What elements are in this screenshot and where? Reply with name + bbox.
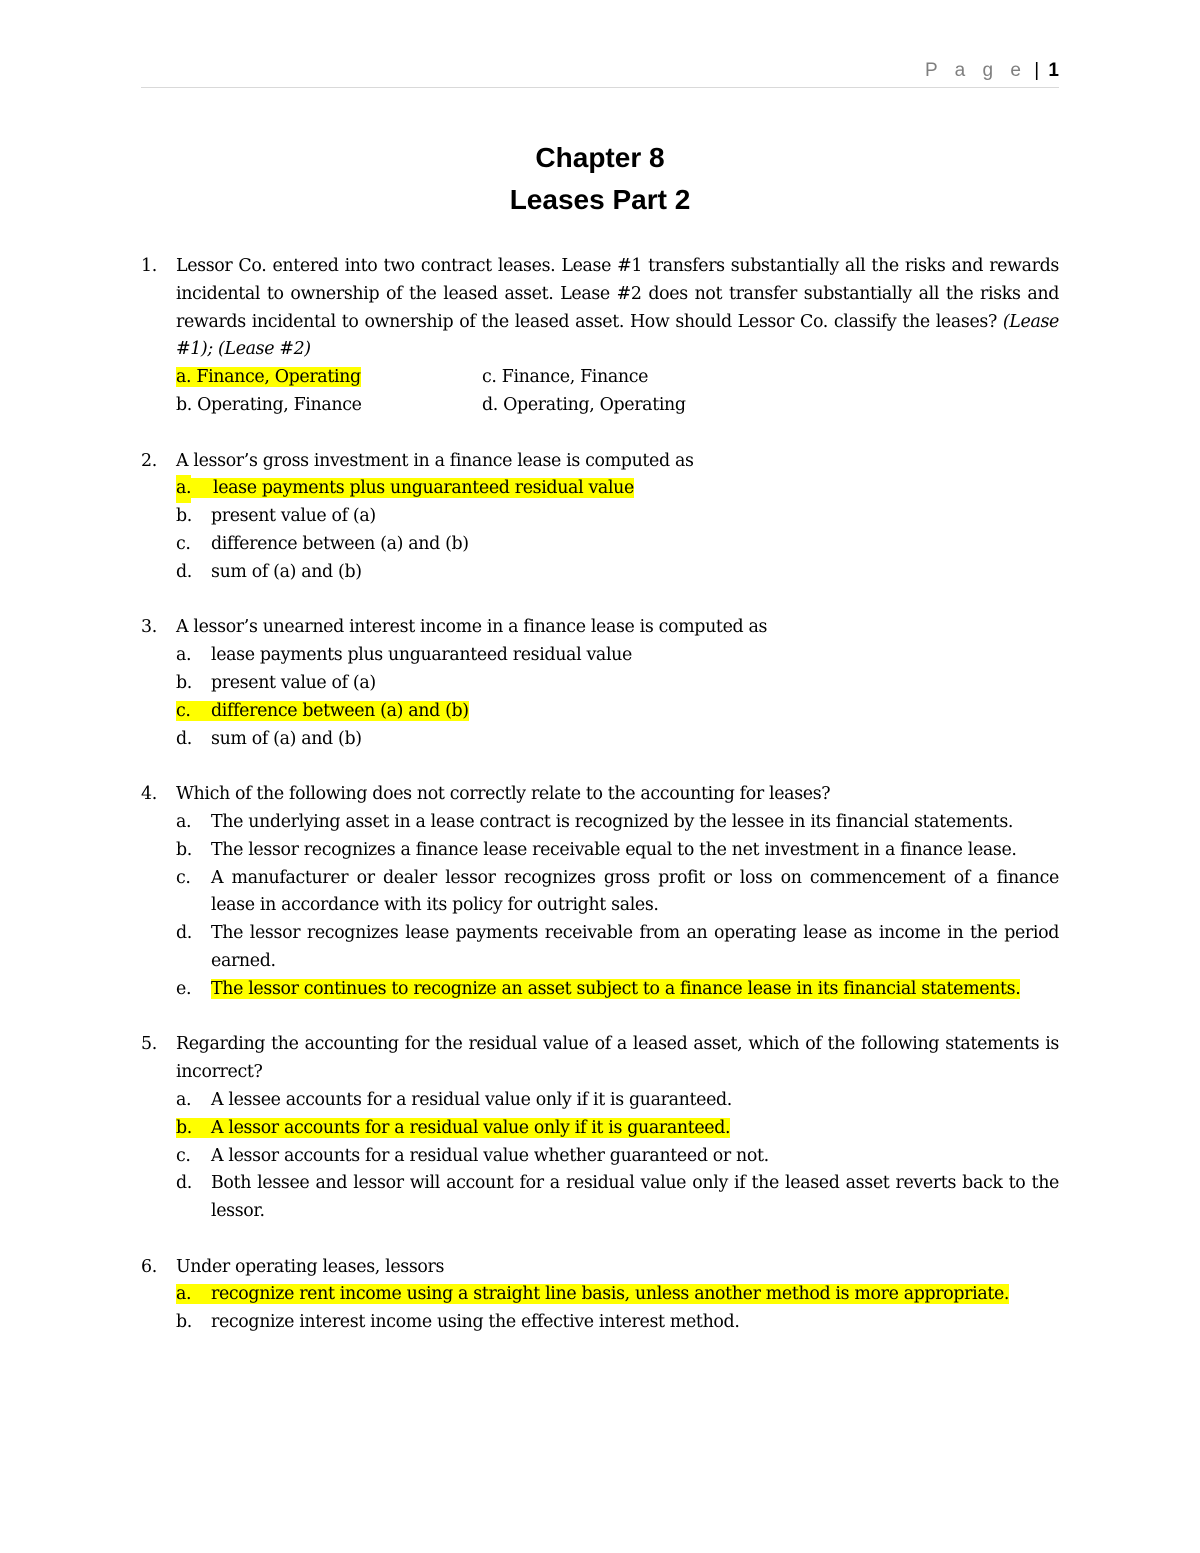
option-grid [176,392,1059,420]
answer-option [176,531,1059,559]
question-number: 1. [141,256,157,276]
question-text: Which of the following does not correctly relate to the accounting for leases? [176,784,831,805]
option-text: A lessor accounts for a residual value whether guaranteed or not. [211,1145,769,1166]
answer-option [176,837,1059,865]
question-number: 6. [141,1256,157,1277]
question-item [141,781,1059,1003]
option-letter: a. [176,1284,192,1305]
option-letter: c. [176,1145,191,1166]
answer-option: b. Operating, Finance [176,394,362,415]
answer-option [176,670,1059,698]
answer-option [176,1170,1059,1226]
option-letter: b. [176,672,192,693]
option-text: lease payments plus unguaranteed residual value [176,478,634,498]
question-list [141,253,1059,1365]
page-label: P a g e [925,60,1027,81]
question-text: Regarding the accounting for the residual value of a leased asset, which of the following statements is incorrect? [176,1034,1059,1083]
option-text: present value of (a) [211,672,376,693]
option-text: recognize interest income using the effective interest method. [211,1312,740,1333]
answer-option [176,1115,1059,1143]
option-letter: a. [176,475,191,503]
option-letter: a. [176,645,192,666]
option-text: A manufacturer or dealer lessor recognizes gross profit or loss on commencement of a finance lease in accordance with its policy for outright sales. [211,867,1059,916]
option-text: A lessee accounts for a residual value only if it is guaranteed. [211,1089,732,1110]
option-text: The underlying asset in a lease contract is recognized by the lessee in its financial statements. [211,811,1014,832]
page-separator: | [1034,60,1040,81]
option-letter: d. [176,728,192,749]
option-letter: a. [176,811,192,832]
option-letter: c. [176,533,191,554]
option-text: sum of (a) and (b) [211,561,362,582]
answer-option: d. Operating, Operating [482,394,686,415]
chapter-title: Chapter 8 [535,142,665,173]
option-letter: b. [176,506,192,527]
option-text: sum of (a) and (b) [211,728,362,749]
option-text: The lessor recognizes lease payments receivable from an operating lease as income in the period earned. [211,923,1059,971]
answer-option [176,698,1059,726]
answer-option [176,1309,1059,1337]
answer-option [176,1281,1059,1309]
option-text: lease payments plus unguaranteed residual value [211,645,632,666]
answer-option [176,726,1059,754]
option-letter: d. [176,923,192,944]
option-letter: b. [176,1117,192,1138]
question-item [141,1031,1059,1226]
answer-option [176,1087,1059,1115]
question-text: Lessor Co. entered into two contract leases. Lease #1 transfers substantially all the risks and rewards incidental to ownership of the leased asset. Lease #2 does not transfer substantially all the risks and rewards incidental to ownership of the leased asset. How should Lessor Co. classify the leases? (Lease #1); (Lease #2) [176,256,1059,360]
option-letter: d. [176,1173,192,1194]
option-letter: a. [176,1089,192,1110]
question-number: 5. [141,1034,157,1055]
option-letter: b. [176,839,192,860]
question-italic-text: (Lease #1); (Lease #2) [176,311,1059,360]
question-item [141,614,1059,753]
question-item [141,448,1059,587]
question-text: A lessor’s unearned interest income in a finance lease is computed as [176,617,768,638]
option-text: Both lessee and lessor will account for a residual value only if the leased asset reverts back to the lessor. [211,1173,1059,1222]
answer-option [176,559,1059,587]
question-number: 4. [141,784,157,805]
question-item [141,1254,1059,1337]
option-text: difference between (a) and (b) [211,533,469,554]
answer-option [176,1143,1059,1171]
answer-option [176,475,1059,503]
option-text: The lessor continues to recognize an asset subject to a finance lease in its financial statements. [211,978,1021,999]
option-letter: b. [176,1312,192,1333]
option-letter: c. [176,867,191,888]
chapter-subtitle: Leases Part 2 [509,184,691,215]
option-letter: c. [176,700,191,721]
option-letter: e. [176,978,192,999]
answer-option: a. Finance, Operating [176,367,361,388]
question-number: 2. [141,450,157,471]
option-letter: d. [176,561,192,582]
question-number: 3. [141,617,157,638]
answer-option [176,642,1059,670]
option-text: The lessor recognizes a finance lease receivable equal to the net investment in a finance lease. [211,839,1017,860]
answer-option [176,920,1059,976]
option-grid [176,364,1059,392]
option-text: present value of (a) [211,506,376,527]
answer-option [176,976,1059,1004]
question-item [141,253,1059,420]
option-text: recognize rent income using a straight line basis, unless another method is more appropriate. [176,1284,1009,1304]
option-text: A lessor accounts for a residual value only if it is guaranteed. [176,1118,730,1138]
page-number: 1 [1048,60,1059,81]
option-text: difference between (a) and (b) [176,701,469,721]
answer-option [176,809,1059,837]
answer-option: c. Finance, Finance [482,367,649,388]
page-header [141,60,1059,88]
answer-option [176,865,1059,921]
question-text: A lessor’s gross investment in a finance lease is computed as [176,450,694,471]
answer-option [176,503,1059,531]
question-text: Under operating leases, lessors [176,1256,445,1277]
